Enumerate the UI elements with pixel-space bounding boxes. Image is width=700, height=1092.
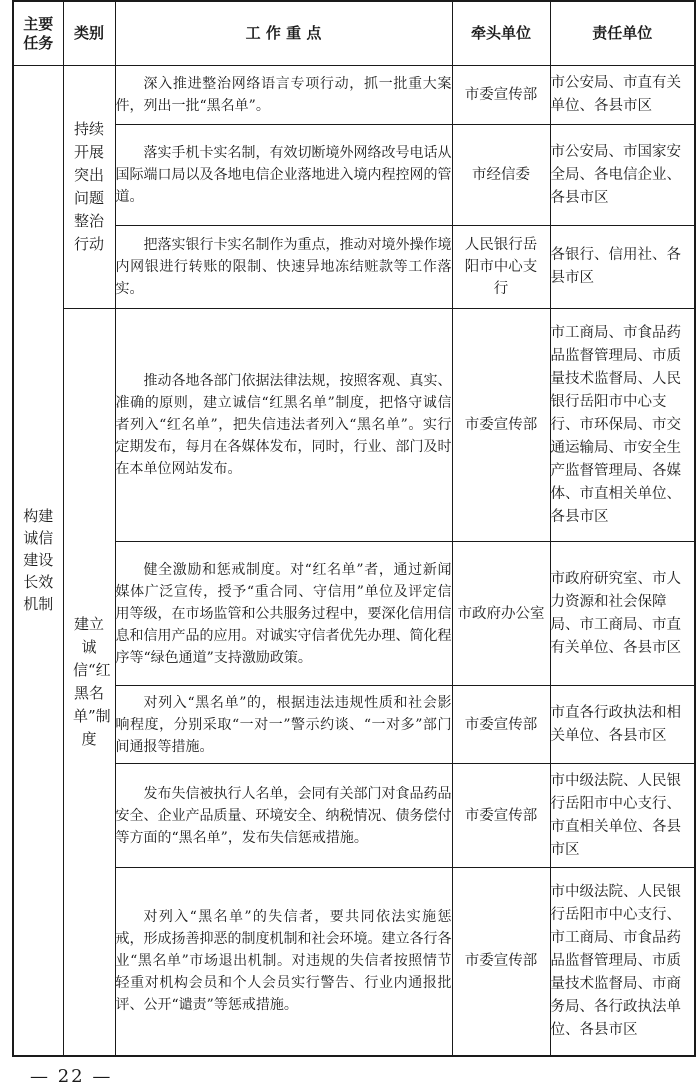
lead-unit-cell: 市经信委	[452, 125, 550, 226]
table-row	[13, 226, 695, 309]
document-page	[12, 0, 694, 1063]
focus-cell: 对列入“黑名单”的失信者，要共同依法实施惩戒，形成扬善抑恶的制度机制和社会环境。建立各行各业“黑名单”市场退出机制。对违规的失信者按照情节轻重对机构会员和个人会员实行警告、行业内通报批评、公开“谴责”等惩戒措施。	[115, 868, 452, 1056]
focus-cell: 对列入“黑名单”的，根据违法违规性质和社会影响程度，分别采取“一对一”警示约谈、“一对多”部门间通报等措施。	[115, 686, 452, 764]
lead-unit-cell: 市委宣传部	[452, 309, 550, 542]
header-responsible-unit: 责任单位	[550, 1, 695, 66]
lead-unit-cell: 人民银行岳阳市中心支行	[452, 226, 550, 309]
responsible-unit-cell: 市工商局、市食品药品监督管理局、市质量技术监督局、人民银行岳阳市中心支行、市环保局、市交通运输局、市安全生产监督管理局、各媒体、市直相关单位、各县市区	[550, 309, 695, 542]
lead-unit-cell: 市政府办公室	[452, 542, 550, 686]
lead-unit-cell: 市委宣传部	[452, 764, 550, 868]
responsible-unit-cell: 市中级法院、人民银行岳阳市中心支行、市工商局、市食品药品监督管理局、市质量技术监督局、市商务局、各行政执法单位、各县市区	[550, 868, 695, 1056]
header-main-task: 主要任务	[13, 1, 63, 66]
responsible-unit-cell: 各银行、信用社、各县市区	[550, 226, 695, 309]
lead-unit-cell: 市委宣传部	[452, 686, 550, 764]
task-table	[12, 0, 696, 1057]
table-row	[13, 542, 695, 686]
focus-cell: 发布失信被执行人名单，会同有关部门对食品药品安全、企业产品质量、环境安全、纳税情况、债务偿付等方面的“黑名单”，发布失信惩戒措施。	[115, 764, 452, 868]
header-lead-unit: 牵头单位	[452, 1, 550, 66]
main-task-cell: 构建诚信建设长效机制	[13, 66, 63, 1056]
focus-cell: 推动各地各部门依据法律法规，按照客观、真实、准确的原则，建立诚信“红黑名单”制度，把恪守诚信者列入“红名单”，把失信违法者列入“黑名单”。实行定期发布，每月在各媒体发布，同时，行业、部门及时在本单位网站发布。	[115, 309, 452, 542]
responsible-unit-cell: 市政府研究室、市人力资源和社会保障局、市工商局、市直有关单位、各县市区	[550, 542, 695, 686]
table-row	[13, 66, 695, 125]
table-row	[13, 686, 695, 764]
table-row	[13, 868, 695, 1056]
lead-unit-cell: 市委宣传部	[452, 66, 550, 125]
focus-cell: 落实手机卡实名制，有效切断境外网络改号电话从国际端口局以及各地电信企业落地进入境内程控网的管道。	[115, 125, 452, 226]
table-row	[13, 309, 695, 542]
responsible-unit-cell: 市公安局、市国家安全局、各电信企业、各县市区	[550, 125, 695, 226]
focus-cell: 深入推进整治网络语言专项行动，抓一批重大案件，列出一批“黑名单”。	[115, 66, 452, 125]
table-row	[13, 125, 695, 226]
header-focus: 工 作 重 点	[115, 1, 452, 66]
lead-unit-cell: 市委宣传部	[452, 868, 550, 1056]
page-number: — 22 —	[30, 1066, 113, 1087]
focus-cell: 健全激励和惩戒制度。对“红名单”者，通过新闻媒体广泛宣传，授予“重合同、守信用”单位及评定信用等级，在市场监管和公共服务过程中，要深化信用信息和信用产品的应用。对诚实守信者优先办理、简化程序等“绿色通道”支持激励政策。	[115, 542, 452, 686]
responsible-unit-cell: 市公安局、市直有关单位、各县市区	[550, 66, 695, 125]
header-category: 类别	[63, 1, 115, 66]
responsible-unit-cell: 市中级法院、人民银行岳阳市中心支行、市直相关单位、各县市区	[550, 764, 695, 868]
table-row	[13, 764, 695, 868]
category-cell: 持续开展突出问题整治行动	[63, 66, 115, 309]
category-cell: 建立诚信“红黑名单”制度	[63, 309, 115, 1056]
header-row	[13, 1, 695, 66]
responsible-unit-cell: 市直各行政执法和相关单位、各县市区	[550, 686, 695, 764]
focus-cell: 把落实银行卡实名制作为重点，推动对境外操作境内网银进行转账的限制、快速异地冻结赃款等工作落实。	[115, 226, 452, 309]
